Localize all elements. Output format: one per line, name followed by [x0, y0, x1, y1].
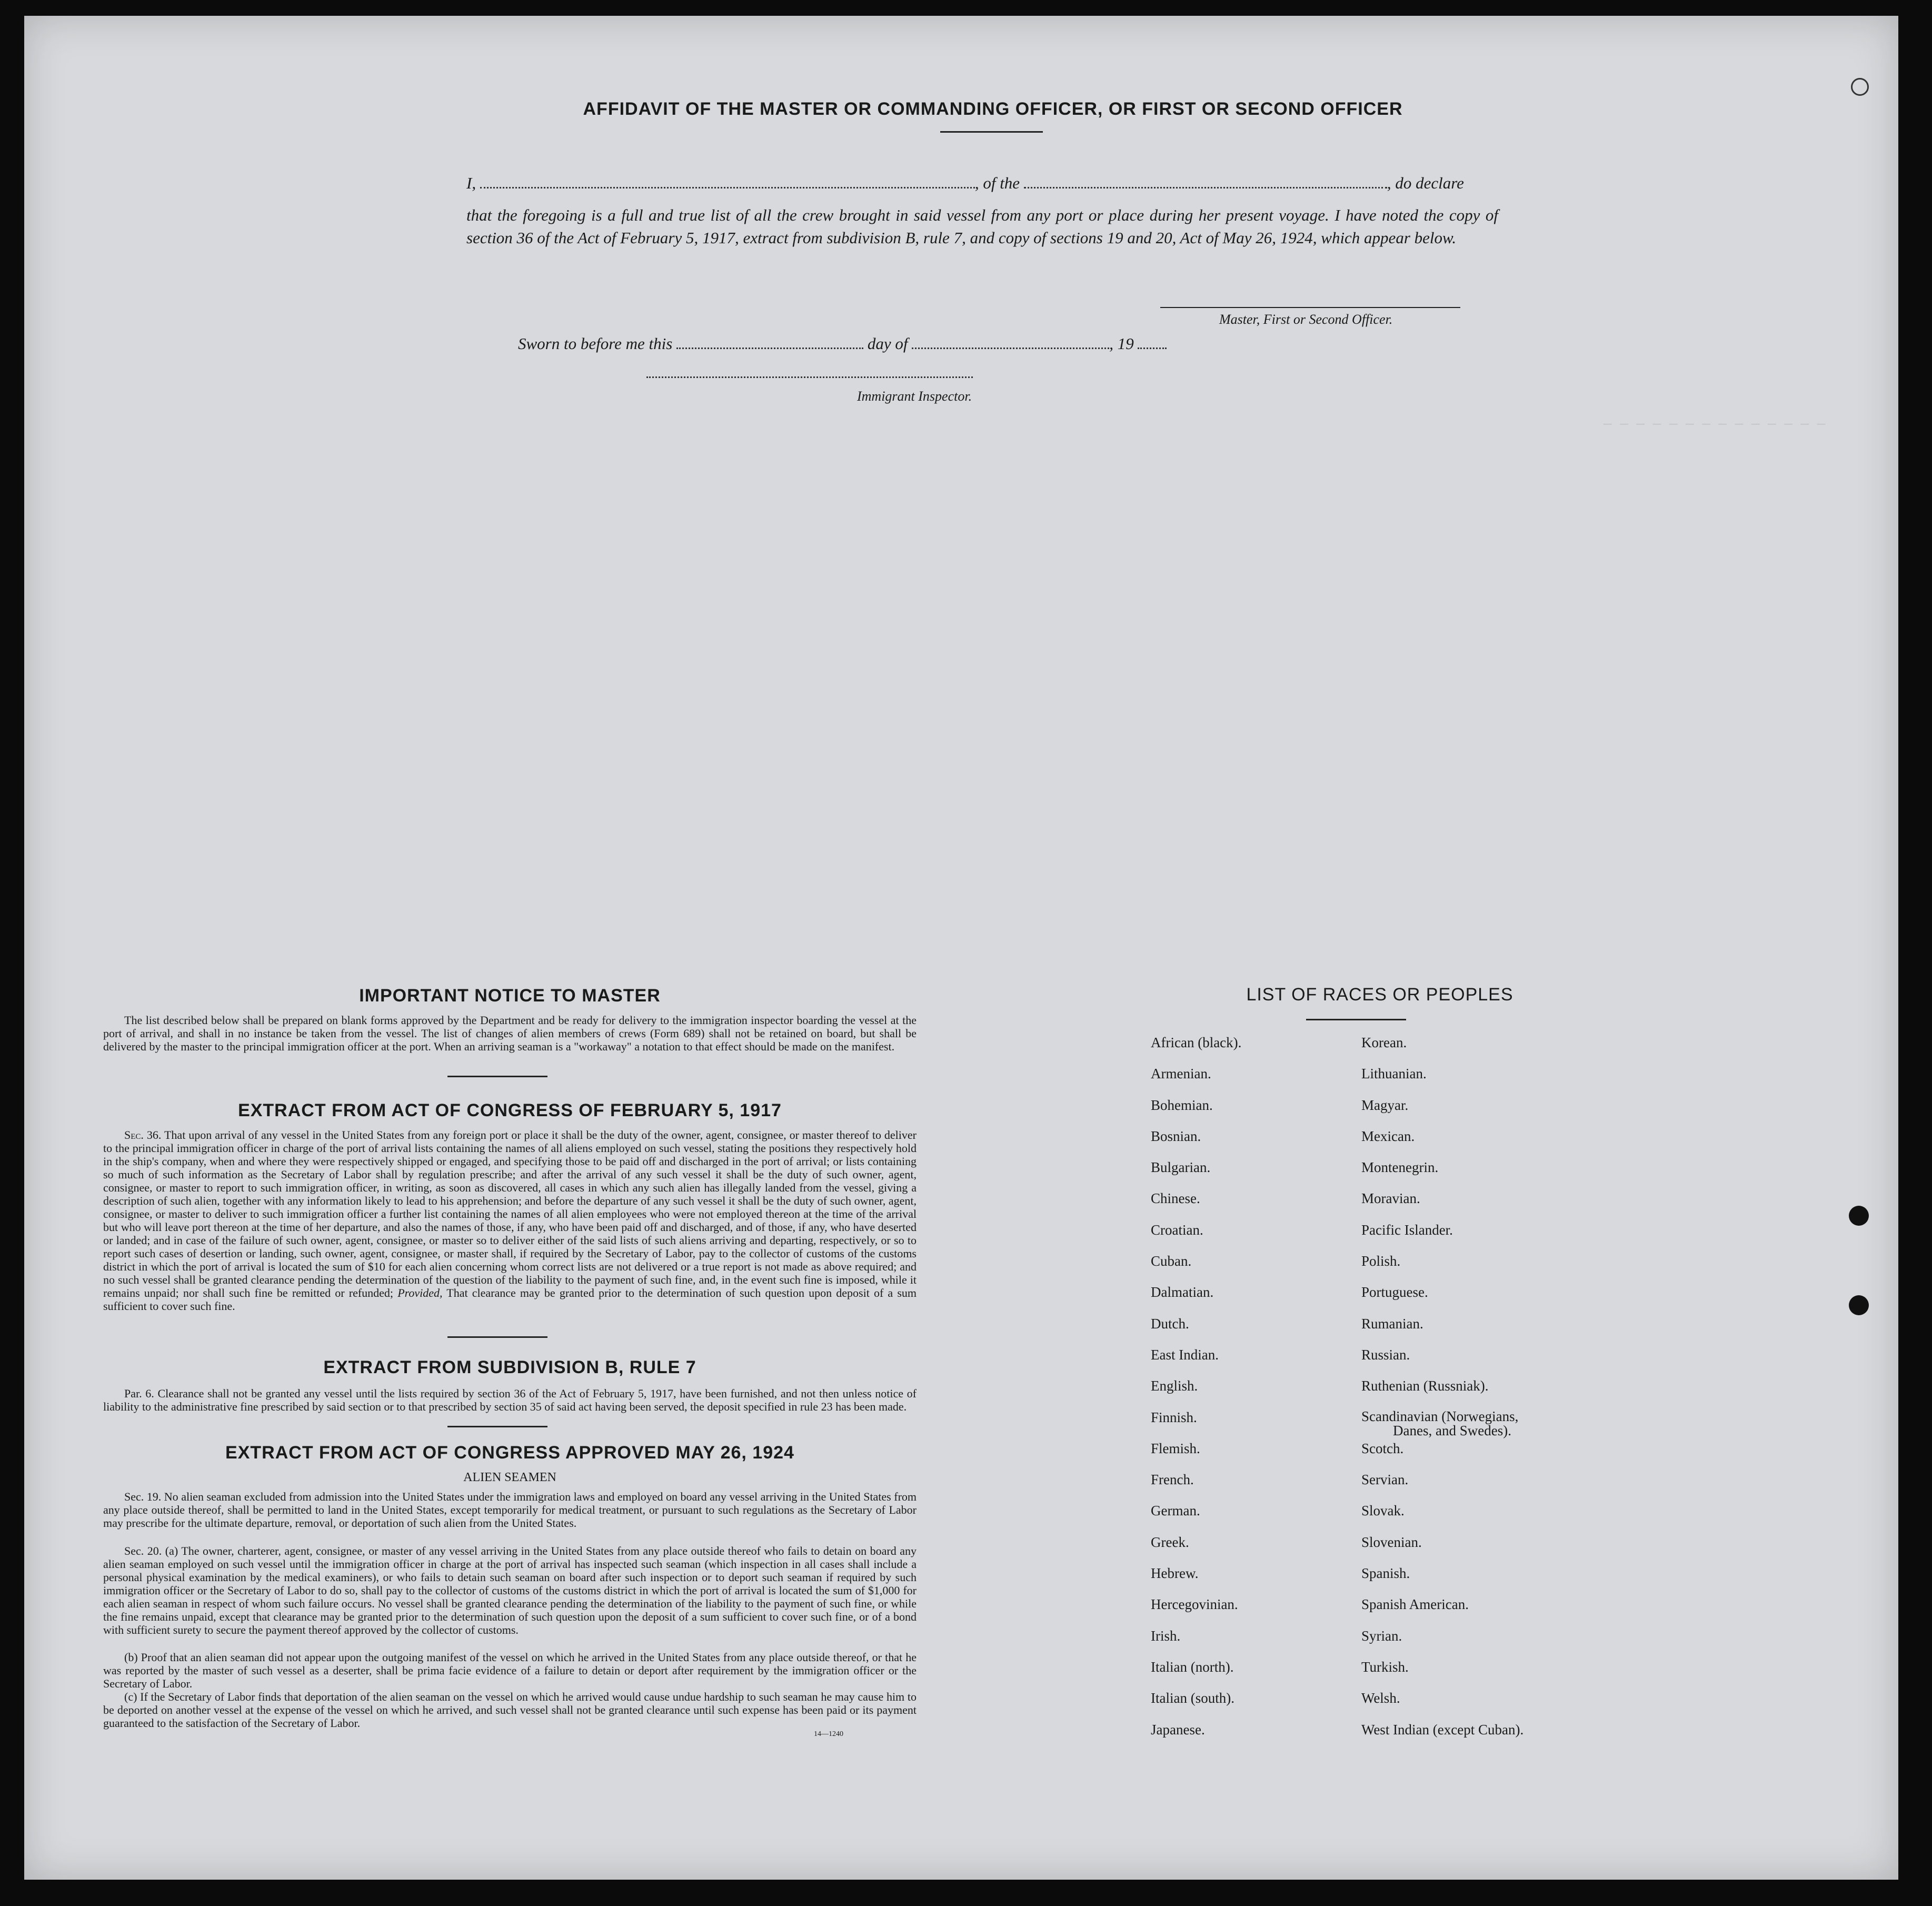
race-item: Pacific Islander.: [1361, 1222, 1453, 1238]
race-item: East Indian.: [1151, 1346, 1219, 1363]
race-item: Welsh.: [1361, 1690, 1400, 1706]
race-item: Dutch.: [1151, 1315, 1189, 1332]
races-column-1: [1151, 1035, 1361, 1753]
affidavit-declare: , do declare: [1387, 174, 1464, 192]
race-item: Lithuanian.: [1361, 1066, 1427, 1082]
proviso-body: That clearance may be granted prior to the determination of such question upon deposit of a sum sufficient to cover such fine.: [103, 1286, 917, 1313]
document-sheet: [24, 16, 1898, 1880]
race-item: African (black).: [1151, 1035, 1242, 1050]
race-item: Scandinavian (Norwegians,: [1361, 1408, 1519, 1424]
race-item: Japanese.: [1151, 1721, 1205, 1738]
name-blank[interactable]: [480, 187, 975, 188]
sec19-body: No alien seaman excluded from admission into the United States under the immigration laws and employed on board any vessel arriving in the United States from any place outside thereof, shall be permitted to land in the United States, except temporarily for medical treatment, or pursuant to such regulations as the Secretary of Labor may prescribe for the ultimate departure, removal, or deportation of such alien from the United States.: [103, 1490, 917, 1530]
race-item: Armenian.: [1151, 1066, 1211, 1082]
affidavit-body: that the foregoing is a full and true list of all the crew brought in said vessel from any port or place during her present voyage. I have noted the copy of section 36 of the Act of February 5, 1917, extract from subdivision B, rule 7, and copy of sections 19 and 20, Act of May 26, 1924, which appear below.: [466, 206, 1498, 247]
proviso-label: Provided,: [397, 1286, 443, 1299]
race-item: Mexican.: [1361, 1128, 1415, 1144]
race-item: Hebrew.: [1151, 1565, 1199, 1582]
affidavit-title: AFFIDAVIT OF THE MASTER OR COMMANDING OFFICER, OR FIRST OR SECOND OFFICER: [583, 99, 1403, 119]
sec36-body: That upon arrival of any vessel in the United States from any foreign port or place it shall be the duty of the owner, agent, consignee, or master thereof to deliver to the principal immigration officer in charge of the port of arrival lists containing the names of all aliens employed on such vessel, stating the positions they respectively hold in the ship's company, when and where they were respectively shipped or engaged, and specifying those to be paid off and discharged in the port of arrival; or lists containing so much of such information as the Secretary of Labor shall by regulation prescribe; and after the arrival of any such vessel it shall be the duty of such owner, agent, consignee, or master to report to such immigration officer, in writing, as soon as discovered, all cases in which any such alien has illegally landed from the vessel, giving a description of such alien, together with any information likely to lead to his apprehension; and before the departure of any such vessel it shall be the duty of such owner, agent, consignee, or master to deliver to such immigration officer a further list containing the names of all alien employees who were not employed thereon at the time of the arrival but who will leave port thereon at the time of her departure, and also the names of those, if any, who have been paid off and discharged, and of those, if any, who have deserted or landed; and in case of the failure of such owner, agent, consignee, or master so to deliver either of the said lists of such aliens arriving and departing, respectively, or so to report such cases of desertion or landing, such owner, agent, consignee, or master shall, if required by the Secretary of Labor, pay to the collector of customs of the customs district in which the port of arrival is located the sum of $10 for each alien concerning whom correct lists are not delivered or a true report is not made as above required; and no such vessel shall be granted clearance pending the determination of the question of the liability to the payment of such fine, and, in the event such fine is imposed, while it remains unpaid; nor shall such fine be remitted or refunded;: [103, 1128, 917, 1299]
extract-1917-text: [103, 1128, 917, 1313]
affidavit-line1: [466, 174, 1498, 195]
race-item: Moravian.: [1361, 1190, 1420, 1207]
race-item: Croatian.: [1151, 1222, 1203, 1238]
signature-line[interactable]: [1160, 307, 1460, 308]
sworn-line: [518, 334, 1255, 353]
vessel-blank[interactable]: [1024, 187, 1387, 188]
par6-body: Clearance shall not be granted any vessel until the lists required by section 36 of the Act of February 5, 1917, have been furnished, and not then unless notice of liability to the administrative fine prescribed by said section or to that prescribed by section 35 of said act having been served, the deposit specified in rule 23 has been made.: [103, 1387, 917, 1413]
races-rule: [1306, 1019, 1406, 1020]
race-item: Chinese.: [1151, 1190, 1200, 1207]
sworn-year: , 19: [1109, 334, 1134, 353]
alien-seamen-subtitle: ALIEN SEAMEN: [463, 1471, 556, 1484]
race-item: Greek.: [1151, 1534, 1189, 1550]
race-item: Syrian.: [1361, 1627, 1402, 1644]
binder-ring-mark: [1851, 78, 1869, 96]
race-item: Italian (south).: [1151, 1690, 1234, 1706]
sec20b-text: (b) Proof that an alien seaman did not appear upon the outgoing manifest of the vessel on which he arrived in the United States from any place outside thereof, or that he was reported by the master of such vessel as a deserter, shall be prima facie evidence of a failure to detain or deport after requirement by the immigration officer or the Secretary of Labor.: [103, 1651, 917, 1690]
race-item: Hercegovinian.: [1151, 1596, 1238, 1613]
race-item: Magyar.: [1361, 1097, 1409, 1113]
divider-2: [447, 1336, 547, 1338]
sworn-month-blank[interactable]: [912, 348, 1109, 349]
notice-title: IMPORTANT NOTICE TO MASTER: [359, 986, 661, 1006]
race-item: Slovenian.: [1361, 1534, 1422, 1550]
punch-hole: [1849, 1295, 1869, 1315]
sec20a-body: (a) The owner, charterer, agent, consignee, or master of any vessel arriving in the United States from any place outside thereof who fails to detain on board any alien seaman employed on such vessel until the immigration officer in charge at the port of arrival has inspected such seaman (which inspection in all cases shall include a personal physical examination by the medical examiners), or who fails to detain such seaman on board after such inspection or to deport such seaman if required by such immigration officer or the Secretary of Labor to do so, shall pay to the collector of customs of the customs district in which the port of arrival is located the sum of $1,000 for each alien seaman in respect of whom such failure occurs. No vessel shall be granted clearance pending the determination of the liability to the payment of such fine, or while the fine remains unpaid, except that clearance may be granted prior to the determination of such question upon the deposit of a sum sufficient to cover such fine, or of a bond with sufficient surety to secure the payment thereof approved by the collector of customs.: [103, 1544, 917, 1636]
race-item: German.: [1151, 1503, 1200, 1519]
notice-body: The list described below shall be prepared on blank forms approved by the Department and be ready for delivery to the immigration inspector boarding the vessel at the port of arrival, and shall in no instance be taken from the vessel. The list of changes of alien members of crews (Form 689) shall not be retained on board, but shall be delivered by the master to the principal immigration officer at the port. When an arriving seaman is a "workaway" a notation to that effect should be made on the manifest.: [103, 1014, 917, 1053]
race-item: Servian.: [1361, 1472, 1409, 1488]
affidavit-i: I,: [466, 174, 476, 192]
race-item: Cuban.: [1151, 1253, 1192, 1269]
race-item: French.: [1151, 1472, 1194, 1488]
inspector-line[interactable]: [646, 376, 973, 378]
race-item: Russian.: [1361, 1346, 1410, 1363]
race-item-scandinavian: [1361, 1409, 1635, 1441]
sec36-label: Sec. 36.: [124, 1128, 162, 1141]
divider-3: [447, 1426, 547, 1427]
race-item: Rumanian.: [1361, 1315, 1423, 1332]
race-item: Bulgarian.: [1151, 1159, 1211, 1176]
form-number: 14—1240: [814, 1730, 843, 1738]
race-item: Italian (north).: [1151, 1659, 1234, 1675]
sec20a-text: [103, 1544, 917, 1636]
races-title: LIST OF RACES OR PEOPLES: [1246, 985, 1513, 1005]
race-item: Scotch.: [1361, 1440, 1404, 1456]
race-item: Dalmatian.: [1151, 1284, 1214, 1301]
race-item: Slovak.: [1361, 1503, 1405, 1519]
punch-hole: [1849, 1206, 1869, 1226]
race-item: Turkish.: [1361, 1659, 1409, 1675]
race-item: Spanish.: [1361, 1565, 1410, 1582]
race-item: Korean.: [1361, 1035, 1407, 1050]
sec19-text: [103, 1490, 917, 1530]
sworn-text: Sworn to before me this: [518, 334, 673, 353]
race-item: West Indian (except Cuban).: [1361, 1721, 1524, 1738]
race-item: Montenegrin.: [1361, 1159, 1439, 1176]
inspector-label: Immigrant Inspector.: [857, 389, 972, 404]
race-item: Flemish.: [1151, 1440, 1200, 1456]
sec19-label: Sec. 19.: [124, 1490, 162, 1503]
race-item: Portuguese.: [1361, 1284, 1428, 1301]
races-column-2: [1361, 1035, 1635, 1753]
sworn-day-of: day of: [867, 334, 908, 353]
race-item: Bosnian.: [1151, 1128, 1201, 1144]
extract-rule7-text: [103, 1387, 917, 1413]
affidavit-of-the: , of the: [974, 174, 1020, 192]
race-item: Irish.: [1151, 1627, 1181, 1644]
extract-1917-title: EXTRACT FROM ACT OF CONGRESS OF FEBRUARY 5, 1917: [238, 1100, 782, 1120]
signature-label: Master, First or Second Officer.: [1219, 312, 1393, 327]
sec20c-text: (c) If the Secretary of Labor finds that deportation of the alien seaman on the vessel on which he arrived would cause undue hardship to such seaman he may cause him to be deported on another vessel at the expense of the vessel on which he arrived, and such vessel shall not be granted clearance until such expense has been paid or its payment guaranteed to the satisfaction of the Secretary of Labor.: [103, 1690, 917, 1730]
par6-label: Par. 6.: [124, 1387, 154, 1400]
sworn-year-blank[interactable]: [1138, 348, 1167, 349]
race-item: English.: [1151, 1378, 1198, 1394]
race-item: Finnish.: [1151, 1409, 1197, 1425]
sworn-day-blank[interactable]: [676, 348, 863, 349]
extract-rule7-title: EXTRACT FROM SUBDIVISION B, RULE 7: [323, 1357, 696, 1377]
title-rule: [940, 131, 1043, 133]
race-item: Spanish American.: [1361, 1596, 1469, 1613]
race-item: Polish.: [1361, 1253, 1401, 1269]
sec20-label: Sec. 20.: [124, 1544, 162, 1557]
extract-1924-title: EXTRACT FROM ACT OF CONGRESS APPROVED MAY 26, 1924: [225, 1443, 794, 1463]
divider-1: [447, 1076, 547, 1077]
bleed-through: — — — — — — — — — — — — — —: [1604, 416, 1826, 432]
race-item-continued: Danes, and Swedes).: [1393, 1422, 1511, 1438]
race-item: Bohemian.: [1151, 1097, 1213, 1113]
race-item: Ruthenian (Russniak).: [1361, 1378, 1489, 1394]
